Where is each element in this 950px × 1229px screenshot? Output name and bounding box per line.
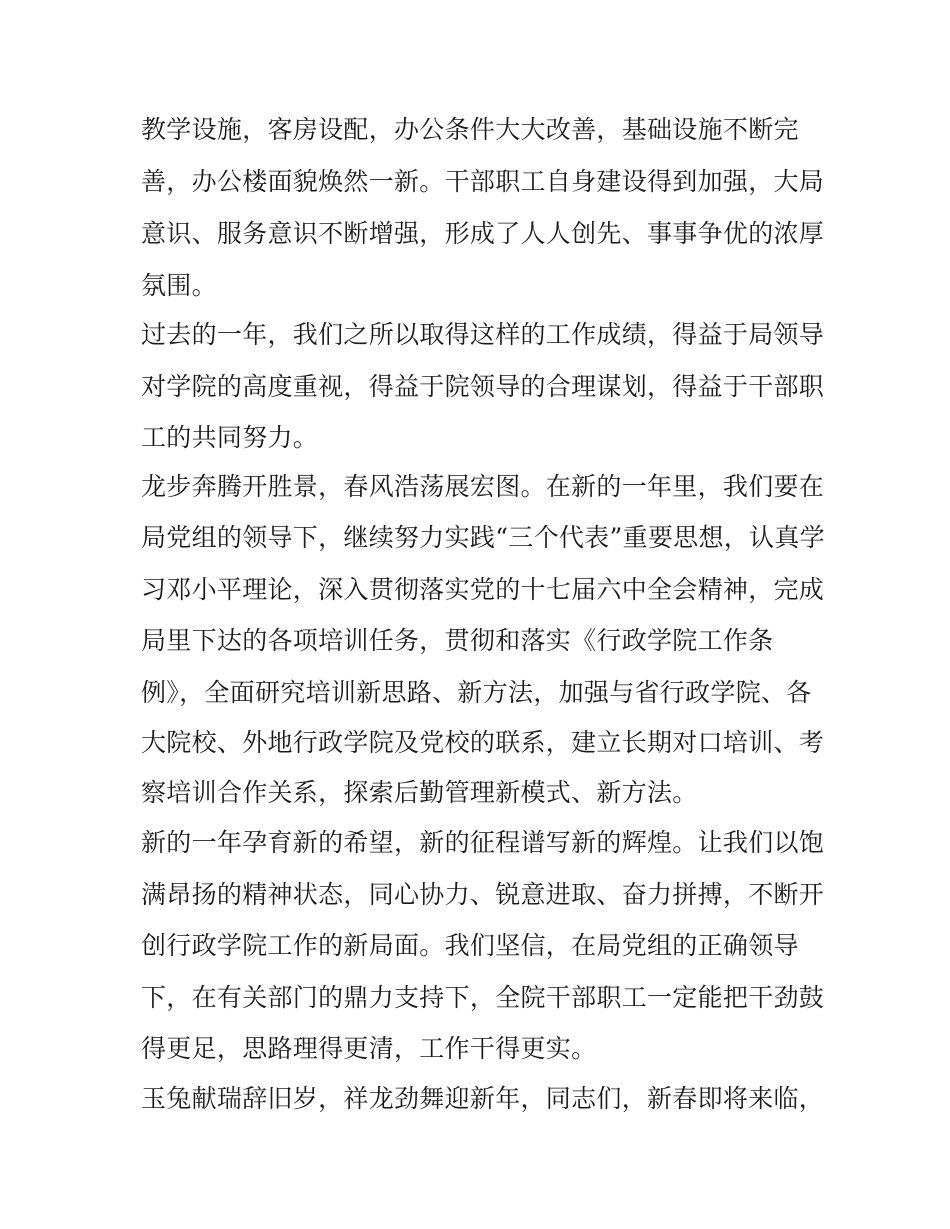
text-line: 善，办公楼面貌焕然一新。干部职工自身建设得到加强，大局 [141,167,825,196]
text-line: 满昂扬的精神状态，同心协力、锐意进取、奋力拼搏，不断开 [141,880,825,909]
text-line: 龙步奔腾开胜景，春风浩荡展宏图。在新的一年里，我们要在 [141,472,825,501]
text-line: 过去的一年，我们之所以取得这样的工作成绩，得益于局领导 [141,320,825,349]
text-line: 对学院的高度重视，得益于院领导的合理谋划，得益于干部职 [141,372,825,401]
text-line: 玉兔献瑞辞旧岁，祥龙劲舞迎新年，同志们，新春即将来临， [141,1084,825,1113]
text-line: 习邓小平理论，深入贯彻落实党的十七届六中全会精神，完成 [141,575,825,604]
text-line: 大院校、外地行政学院及党校的联系，建立长期对口培训、考 [141,728,825,757]
text-line: 局里下达的各项培训任务，贯彻和落实《行政学院工作条 [141,626,774,655]
text-line: 氛围。 [141,271,217,300]
text-line: 意识、服务意识不断增强，形成了人人创先、事事争优的浓厚 [141,219,825,248]
text-line: 新的一年孕育新的希望，新的征程谱写新的辉煌。让我们以饱 [141,828,825,857]
text-line: 例》，全面研究培训新思路、新方法，加强与省行政学院、各 [141,678,812,707]
text-line: 工的共同努力。 [141,423,319,452]
text-line: 下，在有关部门的鼎力支持下，全院干部职工一定能把干劲鼓 [141,983,825,1012]
text-line: 得更足，思路理得更清，工作干得更实。 [141,1034,597,1063]
text-line: 局党组的领导下，继续努力实践“三个代表”重要思想，认真学 [141,523,825,552]
text-line: 察培训合作关系，探索后勤管理新模式、新方法。 [141,778,698,807]
text-line: 教学设施，客房设配，办公条件大大改善，基础设施不断完 [141,115,799,144]
text-line: 创行政学院工作的新局面。我们坚信，在局党组的正确领导 [141,931,799,960]
